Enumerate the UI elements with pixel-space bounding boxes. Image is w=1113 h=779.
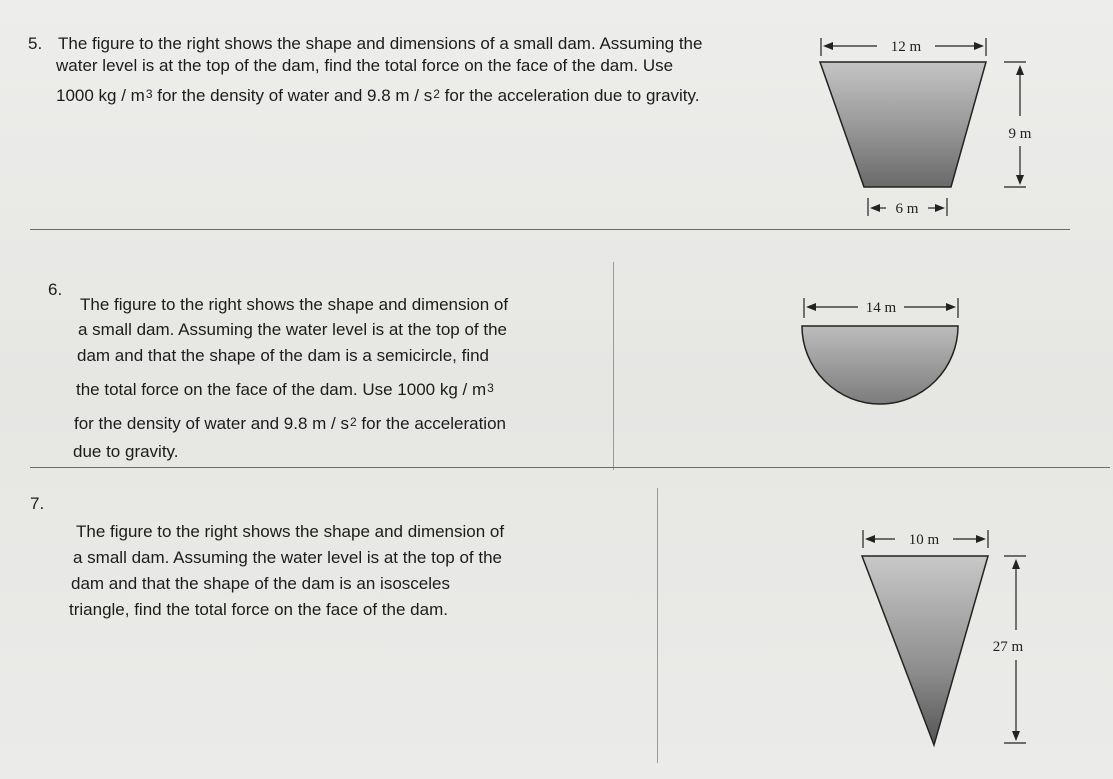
semicircle-dam-figure xyxy=(802,298,958,404)
dimension-label: 27 m xyxy=(992,639,1024,655)
dimension-height xyxy=(1004,62,1026,187)
exponent: 3 xyxy=(145,87,153,101)
problem-text-line: water level is at the top of the dam, find the total force on the face of the dam. Use xyxy=(56,56,674,75)
dimension-label: 9 m xyxy=(1008,126,1032,142)
problem-number: 7. xyxy=(30,494,45,513)
dimension-label: 10 m xyxy=(908,532,940,548)
dimension-label: 6 m xyxy=(895,201,919,217)
problem-text-line: for the density of water and 9.8 m / $s^2$ for the acceleration xyxy=(74,414,506,433)
problem-number: 6. xyxy=(48,280,63,299)
problem-text-line: 1000 kg / $m^3$ for the density of water and 9.8 m / $s^2$ for the acceleration due to gravity. xyxy=(56,86,700,105)
problem-number: 5. xyxy=(28,34,43,53)
trapezoid-dam-figure xyxy=(820,38,1032,217)
problem-text-line: a small dam. Assuming the water level is at the top of the xyxy=(78,320,507,339)
exponent: 3 xyxy=(487,381,494,395)
problem-text-line: dam and that the shape of the dam is a semicircle, find xyxy=(77,346,490,365)
problem-text-line: a small dam. Assuming the water level is at the top of the xyxy=(73,548,502,567)
semicircle-shape xyxy=(802,326,958,404)
problem-text-line: The figure to the right shows the shape and dimensions of a small dam. Assuming the xyxy=(58,34,703,53)
problem-text-line: triangle, find the total force on the face of the dam. xyxy=(69,600,448,619)
dimension-label: 14 m xyxy=(865,300,897,316)
triangle-dam-figure xyxy=(862,530,1026,745)
exponent: 2 xyxy=(349,415,357,429)
problem-text-line: The figure to the right shows the shape and dimension of xyxy=(80,295,509,314)
problem-text-line: due to gravity. xyxy=(73,442,179,461)
problem-text-line: the total force on the face of the dam. Use 1000 kg / $m^3$ xyxy=(76,380,494,399)
triangle-shape xyxy=(862,556,988,745)
dimension-label: 12 m xyxy=(890,39,922,55)
problem-text-line: The figure to the right shows the shape and dimension of xyxy=(76,522,505,541)
exponent: 2 xyxy=(433,87,440,101)
problem-text-line: dam and that the shape of the dam is an isosceles xyxy=(71,574,450,593)
trapezoid-shape xyxy=(820,62,986,187)
